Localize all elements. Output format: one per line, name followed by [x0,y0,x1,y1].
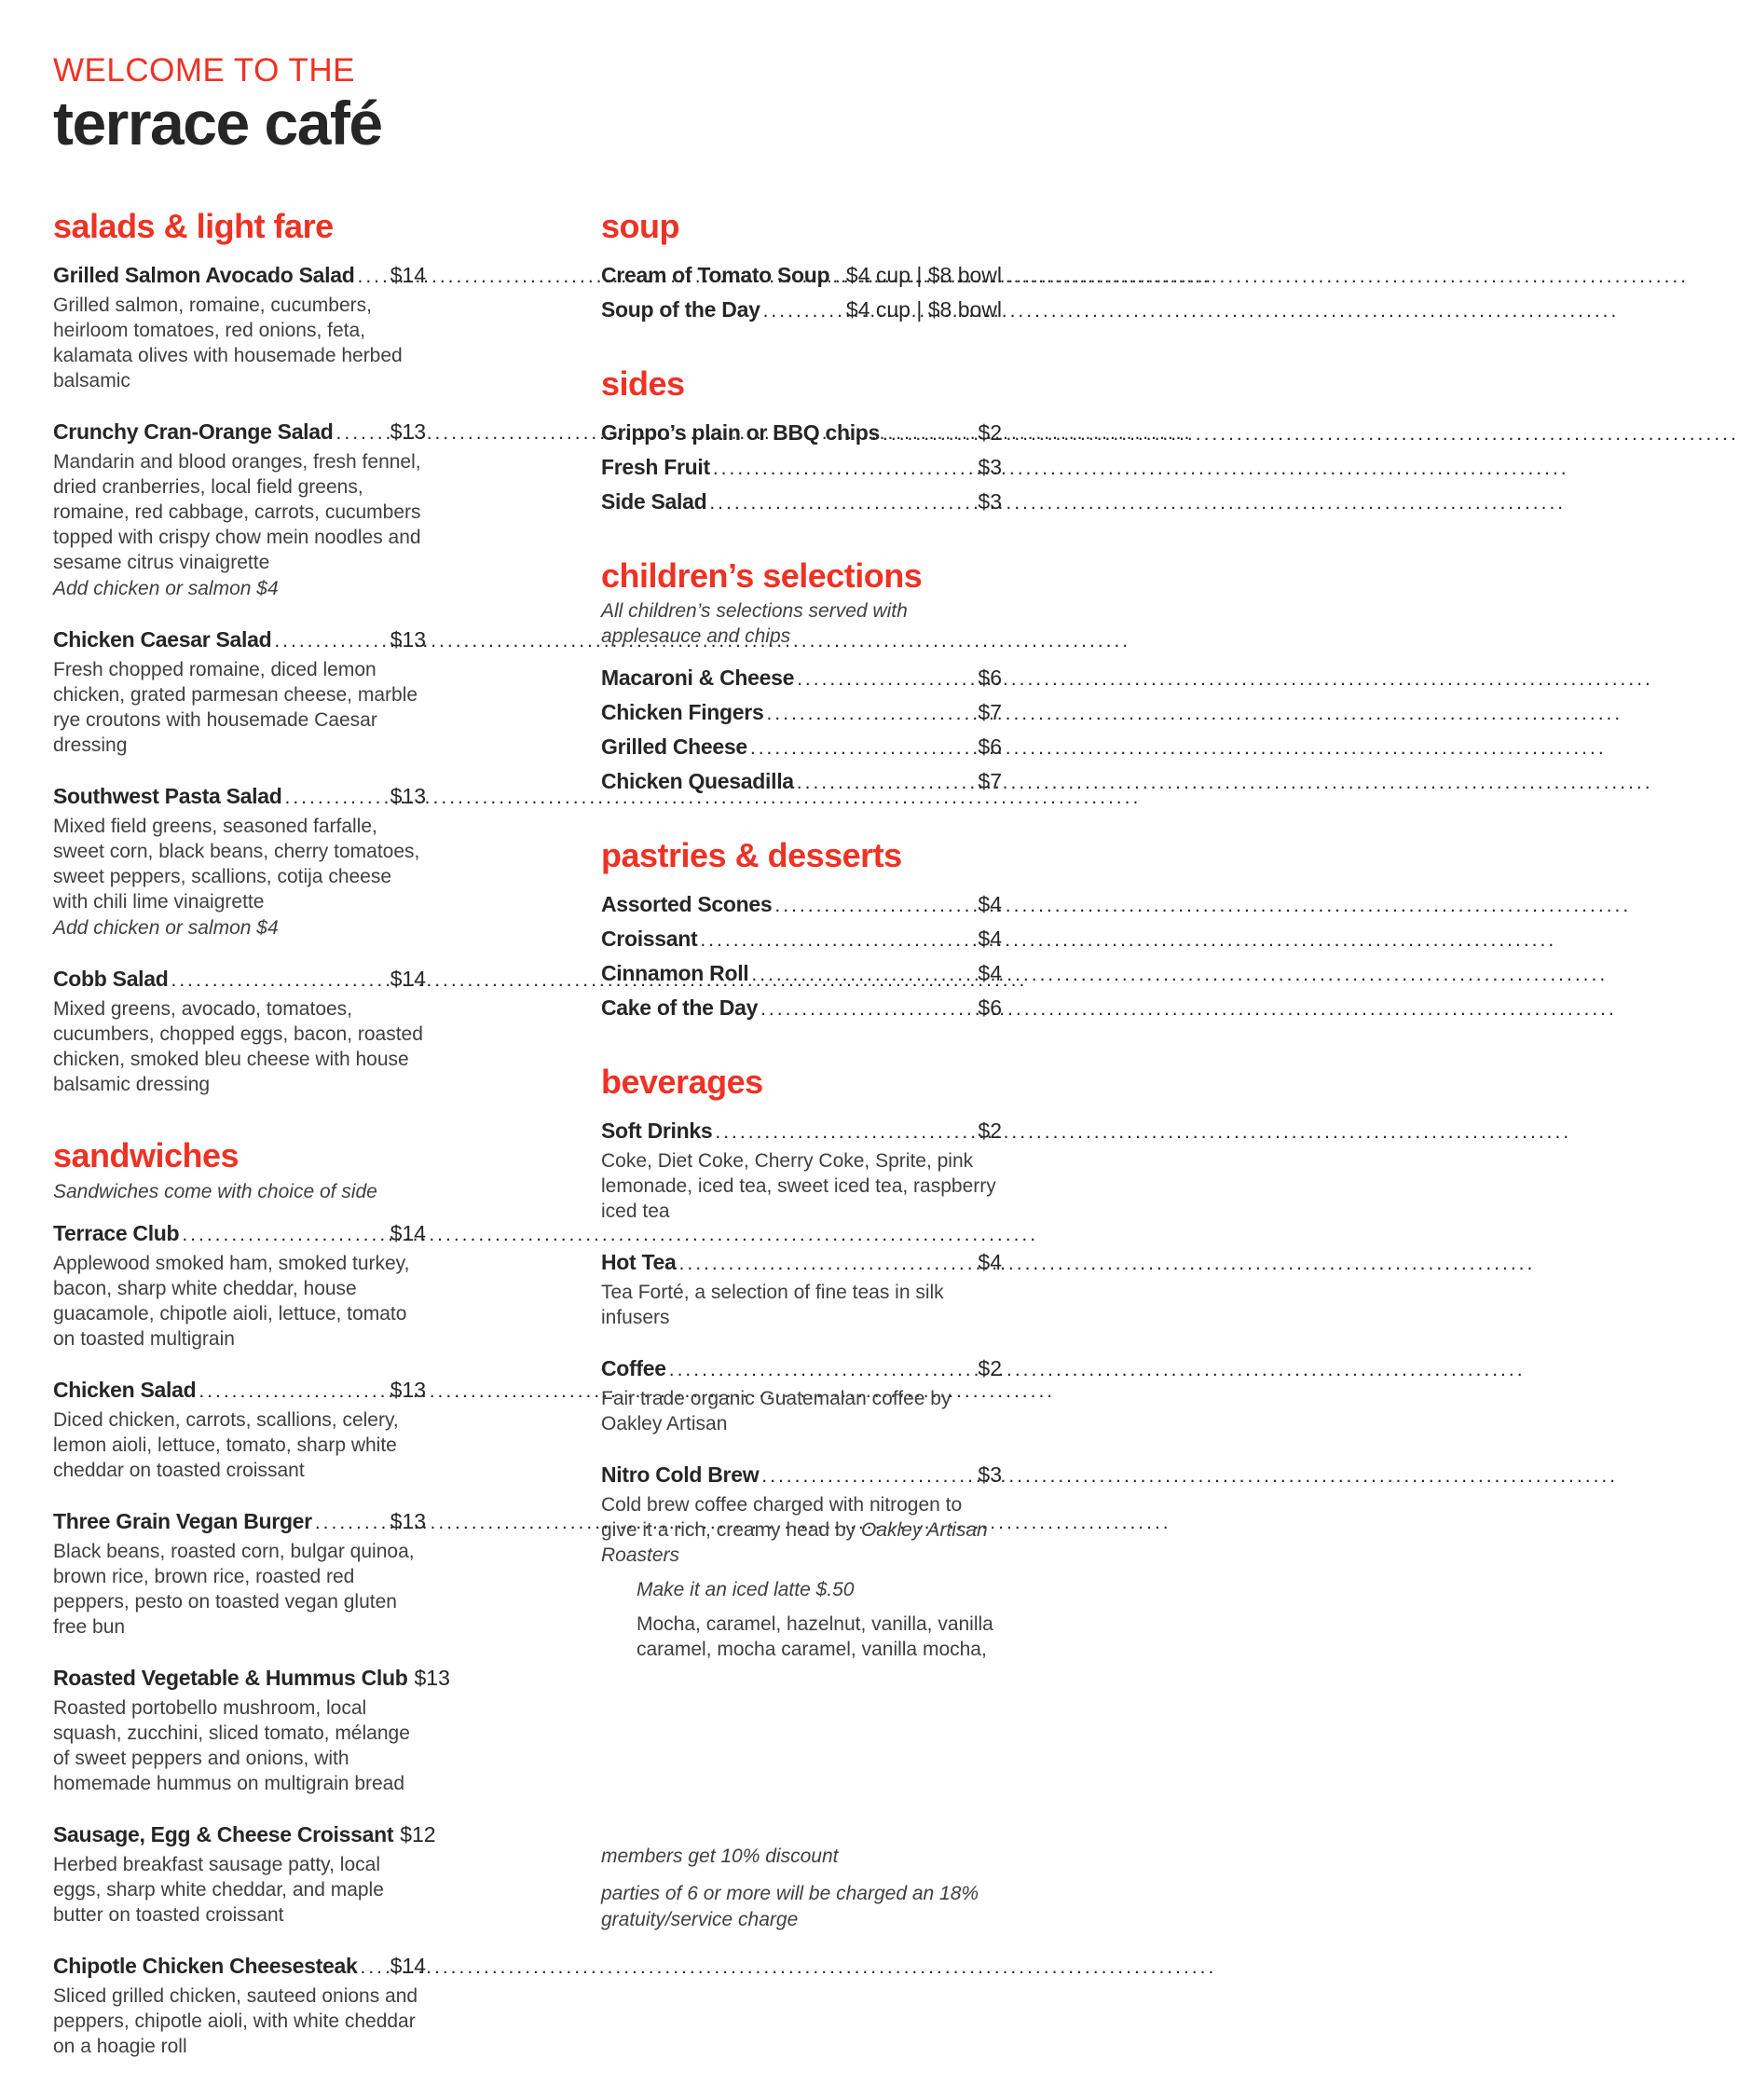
menu-item-coffee [601,1354,1002,1436]
section-pastries-desserts [601,838,1002,1023]
dot-leader [832,263,842,291]
item-price: $4 [978,1249,1002,1274]
section-heading: sandwiches [53,1135,240,1174]
dot-leader [760,995,974,1023]
dot-leader [700,926,974,954]
item-name: Grilled Salmon Avocado Salad [53,262,355,287]
item-name: Southwest Pasta Salad [53,783,282,808]
item-price: $14 [390,262,426,287]
item-name: Assorted Scones [601,892,773,917]
item-row [53,1376,426,1406]
dot-leader [763,297,842,325]
dot-leader [750,734,975,762]
item-price: $4 cup | $8 bowl [845,262,1002,287]
item-price: $3 [978,454,1002,479]
item-row [601,295,1002,325]
item-price: $13 [390,419,426,444]
item-name: Hot Tea [601,1249,677,1274]
item-price: $2 [978,1355,1002,1380]
item-name: Coffee [601,1355,666,1380]
item-price: $13 [390,1508,426,1533]
item-price: $14 [390,966,426,991]
item-price: $12 [400,1821,436,1846]
item-price: $4 cup | $8 bowl [845,296,1002,322]
item-row [53,782,426,812]
item-row [53,261,426,291]
menu-item-southwest-pasta-salad [53,782,426,940]
item-name: Cake of the Day [601,995,759,1021]
item-row [601,1248,1002,1278]
item-price: $13 [390,626,426,652]
section-heading: soup [601,207,679,245]
item-description: Mixed field greens, seasoned farfalle, sweet corn, black beans, cherry tomatoes, sweet peppers, scallions, cotija cheese with chili lime vinaigrette [53,815,420,913]
dot-leader [797,666,974,693]
item-price: $13 [390,783,426,808]
dot-leader [797,769,975,797]
item-row [601,959,1002,989]
item-row [601,1461,1002,1490]
item-row [53,965,426,995]
item-description: Fresh chopped romaine, diced lemon chicken, grated parmesan cheese, marble rye croutons with housemade Caesar dressing [53,658,418,756]
item-name: Roasted Vegetable & Hummus Club [53,1665,408,1690]
item-description [601,1492,1002,1568]
dot-leader [361,1954,387,1982]
menu-item-croissant [601,925,1002,954]
dot-leader [751,961,974,989]
menu-item-crunchy-cran-orange-salad [53,418,426,601]
item-row [601,994,1002,1023]
indent-line: Make it an iced latte $.50 [637,1578,855,1600]
menu-item-chipotle-chicken-cheesesteak [53,1952,426,2059]
dot-leader [669,1356,975,1384]
item-row [601,1354,1002,1384]
menu-item-cobb-salad [53,965,426,1097]
item-name: Fresh Fruit [601,454,710,479]
item-description: Fair trade organic Guatemalan coffee by Oakley Artisan [601,1387,952,1434]
dot-leader [199,1378,386,1406]
item-name: Grilled Cheese [601,734,747,760]
item-price: $3 [978,488,1002,514]
item-row [601,453,1002,483]
dot-leader [182,1221,386,1249]
item-description: Tea Forté, a selection of fine teas in silk infusers [601,1281,944,1328]
item-row [53,1507,426,1537]
item-row [53,1664,450,1694]
item-name: Terrace Club [53,1220,180,1245]
footer-note: parties of 6 or more will be charged an 18% gratuity/service charge [601,1882,979,1930]
menu-item-chicken-fingers [601,698,1002,728]
item-note: Add chicken or salmon $4 [53,916,279,939]
item-row [53,1952,426,1982]
item-price: $13 [414,1665,450,1690]
dot-leader [709,489,974,517]
item-price: $6 [978,666,1002,691]
menu-item-cake-of-the-day [601,994,1002,1023]
welcome-text: WELCOME TO THE [53,52,355,89]
section-heading: beverages [601,1063,763,1102]
dot-leader [357,263,386,291]
item-price: $2 [978,1118,1002,1143]
dot-leader [679,1250,975,1278]
item-description: Grilled salmon, romaine, cucumbers, heirloom tomatoes, red onions, feta, kalamata olives with housemade herbed balsamic [53,294,403,391]
section-sandwiches [53,1135,450,2059]
section-salads-light-fare [53,209,426,1097]
item-name: Soup of the Day [601,296,760,322]
left-column [53,207,450,2100]
item-name: Chipotle Chicken Cheesesteak [53,1953,358,1978]
item-description: Sliced grilled chicken, sauteed onions and peppers, chipotle aioli, with white cheddar on a hoagie roll [53,1984,418,2057]
menu-columns [53,209,1002,2100]
dot-leader [274,627,386,655]
item-name: Chicken Quesadilla [601,769,794,794]
item-row [601,925,1002,954]
dot-leader [883,420,974,448]
menu-item-chicken-quesadilla [601,767,1002,797]
menu-item-terrace-club [53,1219,426,1352]
item-name: Macaroni & Cheese [601,666,795,691]
item-row [601,261,1002,291]
item-row [53,1219,426,1249]
item-description: Diced chicken, carrots, scallions, celery, lemon aioli, lettuce, tomato, sharp white cheddar on toasted croissant [53,1408,399,1481]
section-heading: sides [601,364,685,403]
item-description: Herbed breakfast sausage patty, local eggs, sharp white cheddar, and maple butter on toasted croissant [53,1853,384,1926]
item-row [601,767,1002,797]
item-name: Cinnamon Roll [601,961,749,986]
item-name: Chicken Fingers [601,700,764,725]
item-description: Coke, Diet Coke, Cherry Coke, Sprite, pink lemonade, iced tea, sweet iced tea, raspberry iced tea [601,1149,996,1222]
item-price: $4 [978,961,1002,986]
item-price: $4 [978,892,1002,917]
item-row [53,1820,436,1850]
item-note: Add chicken or salmon $4 [53,577,279,599]
section-heading: pastries & desserts [601,836,902,875]
item-name: Side Salad [601,488,707,514]
item-name: Crunchy Cran-Orange Salad [53,419,334,444]
section-sides [601,366,1002,517]
item-name: Cream of Tomato Soup [601,262,830,287]
right-column [601,209,1002,1944]
section-children-s-selections [601,558,1002,798]
dot-leader [715,1119,974,1146]
menu-item-fresh-fruit [601,453,1002,483]
item-row [53,625,426,655]
indent-line: Mocha, caramel, hazelnut, vanilla, vanilla caramel, mocha caramel, vanilla mocha, [637,1613,993,1660]
menu-item-three-grain-vegan-burger [53,1507,426,1640]
menu-item-macaroni-cheese [601,664,1002,693]
item-row [601,487,1002,517]
section-note: All children’s selections served with applesauce and chips [601,600,908,648]
menu-item-assorted-scones [601,890,1002,920]
menu-item-grilled-cheese [601,733,1002,762]
item-description: Black beans, roasted corn, bulgar quinoa, brown rice, brown rice, roasted red peppers, pesto on toasted vegan gluten free bun [53,1540,415,1638]
menu-item-sausage-egg-cheese-croissant [53,1820,436,1928]
item-price: $6 [978,995,1002,1021]
menu-item-chicken-caesar-salad [53,625,426,758]
dot-leader [713,455,975,483]
footer-note: members get 10% discount [601,1845,839,1867]
item-description: Mixed greens, avocado, tomatoes, cucumbers, chopped eggs, bacon, roasted chicken, smoked bleu cheese with house balsamic dressing [53,997,423,1095]
item-row [601,664,1002,693]
menu-item-hot-tea [601,1248,1002,1330]
menu-item-nitro-cold-brew [601,1461,1002,1662]
dot-leader [761,1462,974,1490]
item-price: $14 [390,1953,426,1978]
item-name: Cobb Salad [53,966,169,991]
item-row [601,890,1002,920]
dot-leader [766,700,974,728]
section-heading: children’s selections [601,556,923,595]
item-description: Applewood smoked ham, smoked turkey, bacon, sharp white cheddar, house guacamole, chipotle aioli, lettuce, tomato on toasted multigrain [53,1252,410,1350]
item-price: $4 [978,926,1002,952]
item-price: $3 [978,1462,1002,1487]
dot-leader [171,967,387,995]
section-soup [601,209,1002,325]
section-beverages [601,1064,1002,1662]
item-name: Chicken Salad [53,1377,197,1402]
menu-item-cinnamon-roll [601,959,1002,989]
item-description: Roasted portobello mushroom, local squash, zucchini, sliced tomato, mélange of sweet peppers and onions, with homemade hummus on multigrain bread [53,1696,410,1794]
item-name: Croissant [601,926,698,952]
menu-item-grippo-s-plain-or-bbq-chips [601,419,1002,448]
item-price: $2 [978,419,1002,445]
menu-header [53,52,382,158]
section-note: Sandwiches come with choice of side [53,1180,377,1202]
menu-item-grilled-salmon-avocado-salad [53,261,426,393]
menu-item-cream-of-tomato-soup [601,261,1002,291]
item-price: $14 [390,1220,426,1245]
menu-item-soup-of-the-day [601,295,1002,325]
item-name: Grippo’s plain or BBQ chips [601,419,881,445]
dot-leader [315,1509,387,1537]
item-price: $7 [978,700,1002,725]
cafe-title: terrace café [53,88,382,158]
item-description: Mandarin and blood oranges, fresh fennel, dried cranberries, local field greens, romaine, red cabbage, carrots, cucumbers topped with crispy chow mein noodles and sesame citrus vinaigrette [53,450,421,573]
item-name: Soft Drinks [601,1118,713,1143]
item-row [601,698,1002,728]
item-row [53,418,426,447]
item-description-emphasis: Oakley Artisan Roasters [601,1518,988,1566]
menu-item-chicken-salad [53,1376,426,1483]
menu-item-soft-drinks [601,1117,1002,1224]
item-description-text: Cold brew coffee charged with nitrogen to give it a rich, creamy head by [601,1493,963,1541]
item-row [601,1117,1002,1146]
item-price: $13 [390,1377,426,1402]
item-price: $7 [978,769,1002,794]
menu-item-side-salad [601,487,1002,517]
item-name: Nitro Cold Brew [601,1462,760,1487]
dot-leader [774,892,974,920]
item-name: Three Grain Vegan Burger [53,1508,312,1533]
section-heading: salads & light fare [53,207,334,245]
footer-notes [601,1844,1002,1933]
item-name: Chicken Caesar Salad [53,626,272,652]
dot-leader [336,419,387,447]
item-price: $6 [978,734,1002,760]
item-row [601,419,1002,448]
item-name: Sausage, Egg & Cheese Croissant [53,1821,394,1846]
item-row [601,733,1002,762]
menu-item-roasted-vegetable-hummus-club [53,1664,450,1796]
dot-leader [285,784,387,812]
